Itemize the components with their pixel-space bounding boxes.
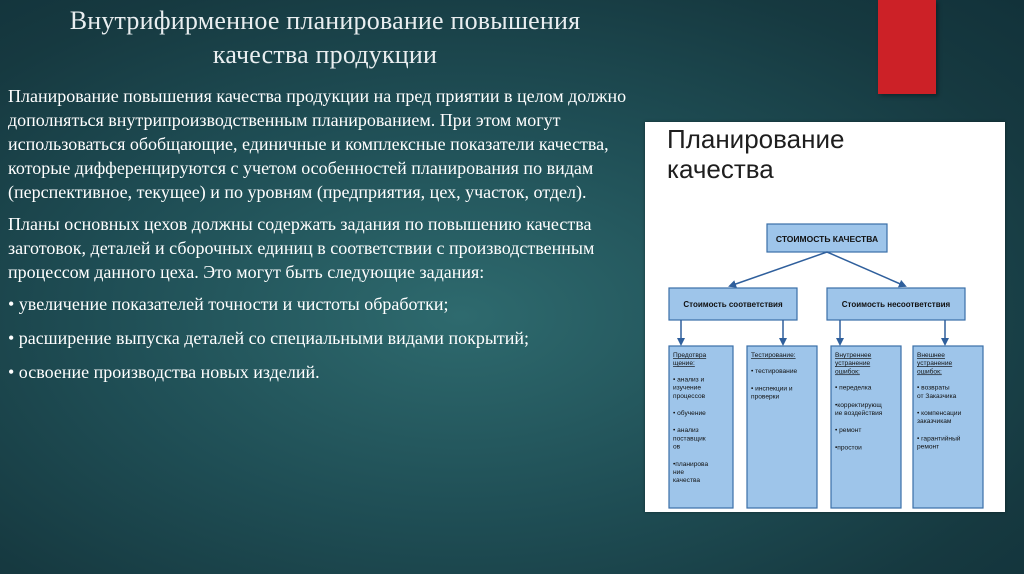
quality-planning-diagram bbox=[645, 122, 1005, 512]
column-3-header-line: устранение bbox=[835, 360, 871, 368]
body-text bbox=[8, 84, 634, 392]
column-4-header-line: Внешнее bbox=[917, 352, 945, 359]
column-3-header-line: ошибок: bbox=[835, 368, 860, 376]
column-1-header-line: щение: bbox=[673, 360, 695, 368]
column-4-item-2-line: заказчикам bbox=[917, 418, 952, 426]
column-1-item-3-line: ов bbox=[673, 443, 681, 451]
diagram-svg bbox=[645, 122, 1005, 512]
slide-title bbox=[20, 4, 630, 72]
column-2-item-1-line: • тестирование bbox=[751, 368, 798, 376]
slide-title-line2: качества продукции bbox=[212, 40, 438, 69]
column-1-item-1-line: • анализ и bbox=[673, 376, 705, 384]
column-4-item-2-line: • компенсации bbox=[917, 410, 962, 417]
paragraph-2: Планы основных цехов должны содержать задания по повышению качества заготовок, деталей и сборочных единиц в соответствии с производственным процессом данного цеха. Это могут быть следующие задания: bbox=[8, 214, 595, 282]
column-4-header-line: ошибок: bbox=[917, 368, 942, 376]
column-1-item-1-line: изучение bbox=[673, 384, 702, 392]
column-3-item-3-line: • ремонт bbox=[835, 427, 862, 435]
column-1-item-4-line: •планирова bbox=[673, 460, 709, 468]
top-box-label: СТОИМОСТЬ КАЧЕСТВА bbox=[775, 234, 879, 244]
column-1-item-4-line: качества bbox=[673, 477, 701, 485]
column-1-item-3-line: поставщик bbox=[673, 435, 706, 443]
mid-right-label: Стоимость несоответствия bbox=[841, 300, 951, 309]
diagram-title-line1: Планирование bbox=[667, 124, 845, 154]
column-3-item-2-line: •корректирующ bbox=[835, 401, 882, 409]
column-2-item-2-line: • инспекции и bbox=[751, 385, 793, 393]
column-1-item-2-line: • обучение bbox=[673, 410, 706, 417]
column-3-item-2-line: ие воздействия bbox=[835, 410, 883, 417]
column-3-header-line: Внутреннее bbox=[835, 352, 872, 359]
column-3-item-4-line: •простои bbox=[835, 444, 862, 452]
column-4-item-3-line: ремонт bbox=[917, 443, 940, 451]
slide-title-line1: Внутрифирменное планирование повышения bbox=[69, 6, 581, 35]
column-1-header-line: Предотвра bbox=[673, 352, 707, 359]
paragraph-1: Планирование повышения качества продукции на пред приятии в целом должно дополняться внутрипроизводственным планированием. При этом могут использоваться обобщающие, единичные и комплексные показатели качества, которые дифференцируются с учетом особенностей планирования по видам (перспективное, текущее) и по уровням (предприятия, цех, участок, отдел). bbox=[8, 86, 627, 202]
diagram-title-line2: качества bbox=[667, 154, 774, 184]
column-3-item-1-line: • переделка bbox=[835, 384, 872, 392]
bullet-2: • расширение выпуска деталей со специальными видами покрытий; bbox=[8, 328, 530, 348]
arrow-top-left bbox=[730, 252, 827, 286]
bullet-1: • увеличение показателей точности и чистоты обработки; bbox=[8, 294, 449, 314]
red-accent-tab bbox=[878, 0, 936, 94]
column-2-header-line: Тестирование: bbox=[751, 352, 796, 359]
arrow-top-right bbox=[827, 252, 905, 286]
column-1-item-4-line: ние bbox=[673, 469, 684, 476]
column-2-item-2-line: проверки bbox=[751, 393, 780, 401]
column-4-item-1-line: от Заказчика bbox=[917, 392, 957, 400]
column-1-item-3-line: • анализ bbox=[673, 427, 699, 435]
column-4-item-3-line: • гарантийный bbox=[917, 435, 961, 443]
mid-left-label: Стоимость соответствия bbox=[683, 300, 783, 309]
bullet-3: • освоение производства новых изделий. bbox=[8, 362, 320, 382]
column-4-header-line: устранение bbox=[917, 360, 953, 368]
column-1-item-1-line: процессов bbox=[673, 392, 706, 400]
column-4-item-1-line: • возвраты bbox=[917, 384, 950, 392]
